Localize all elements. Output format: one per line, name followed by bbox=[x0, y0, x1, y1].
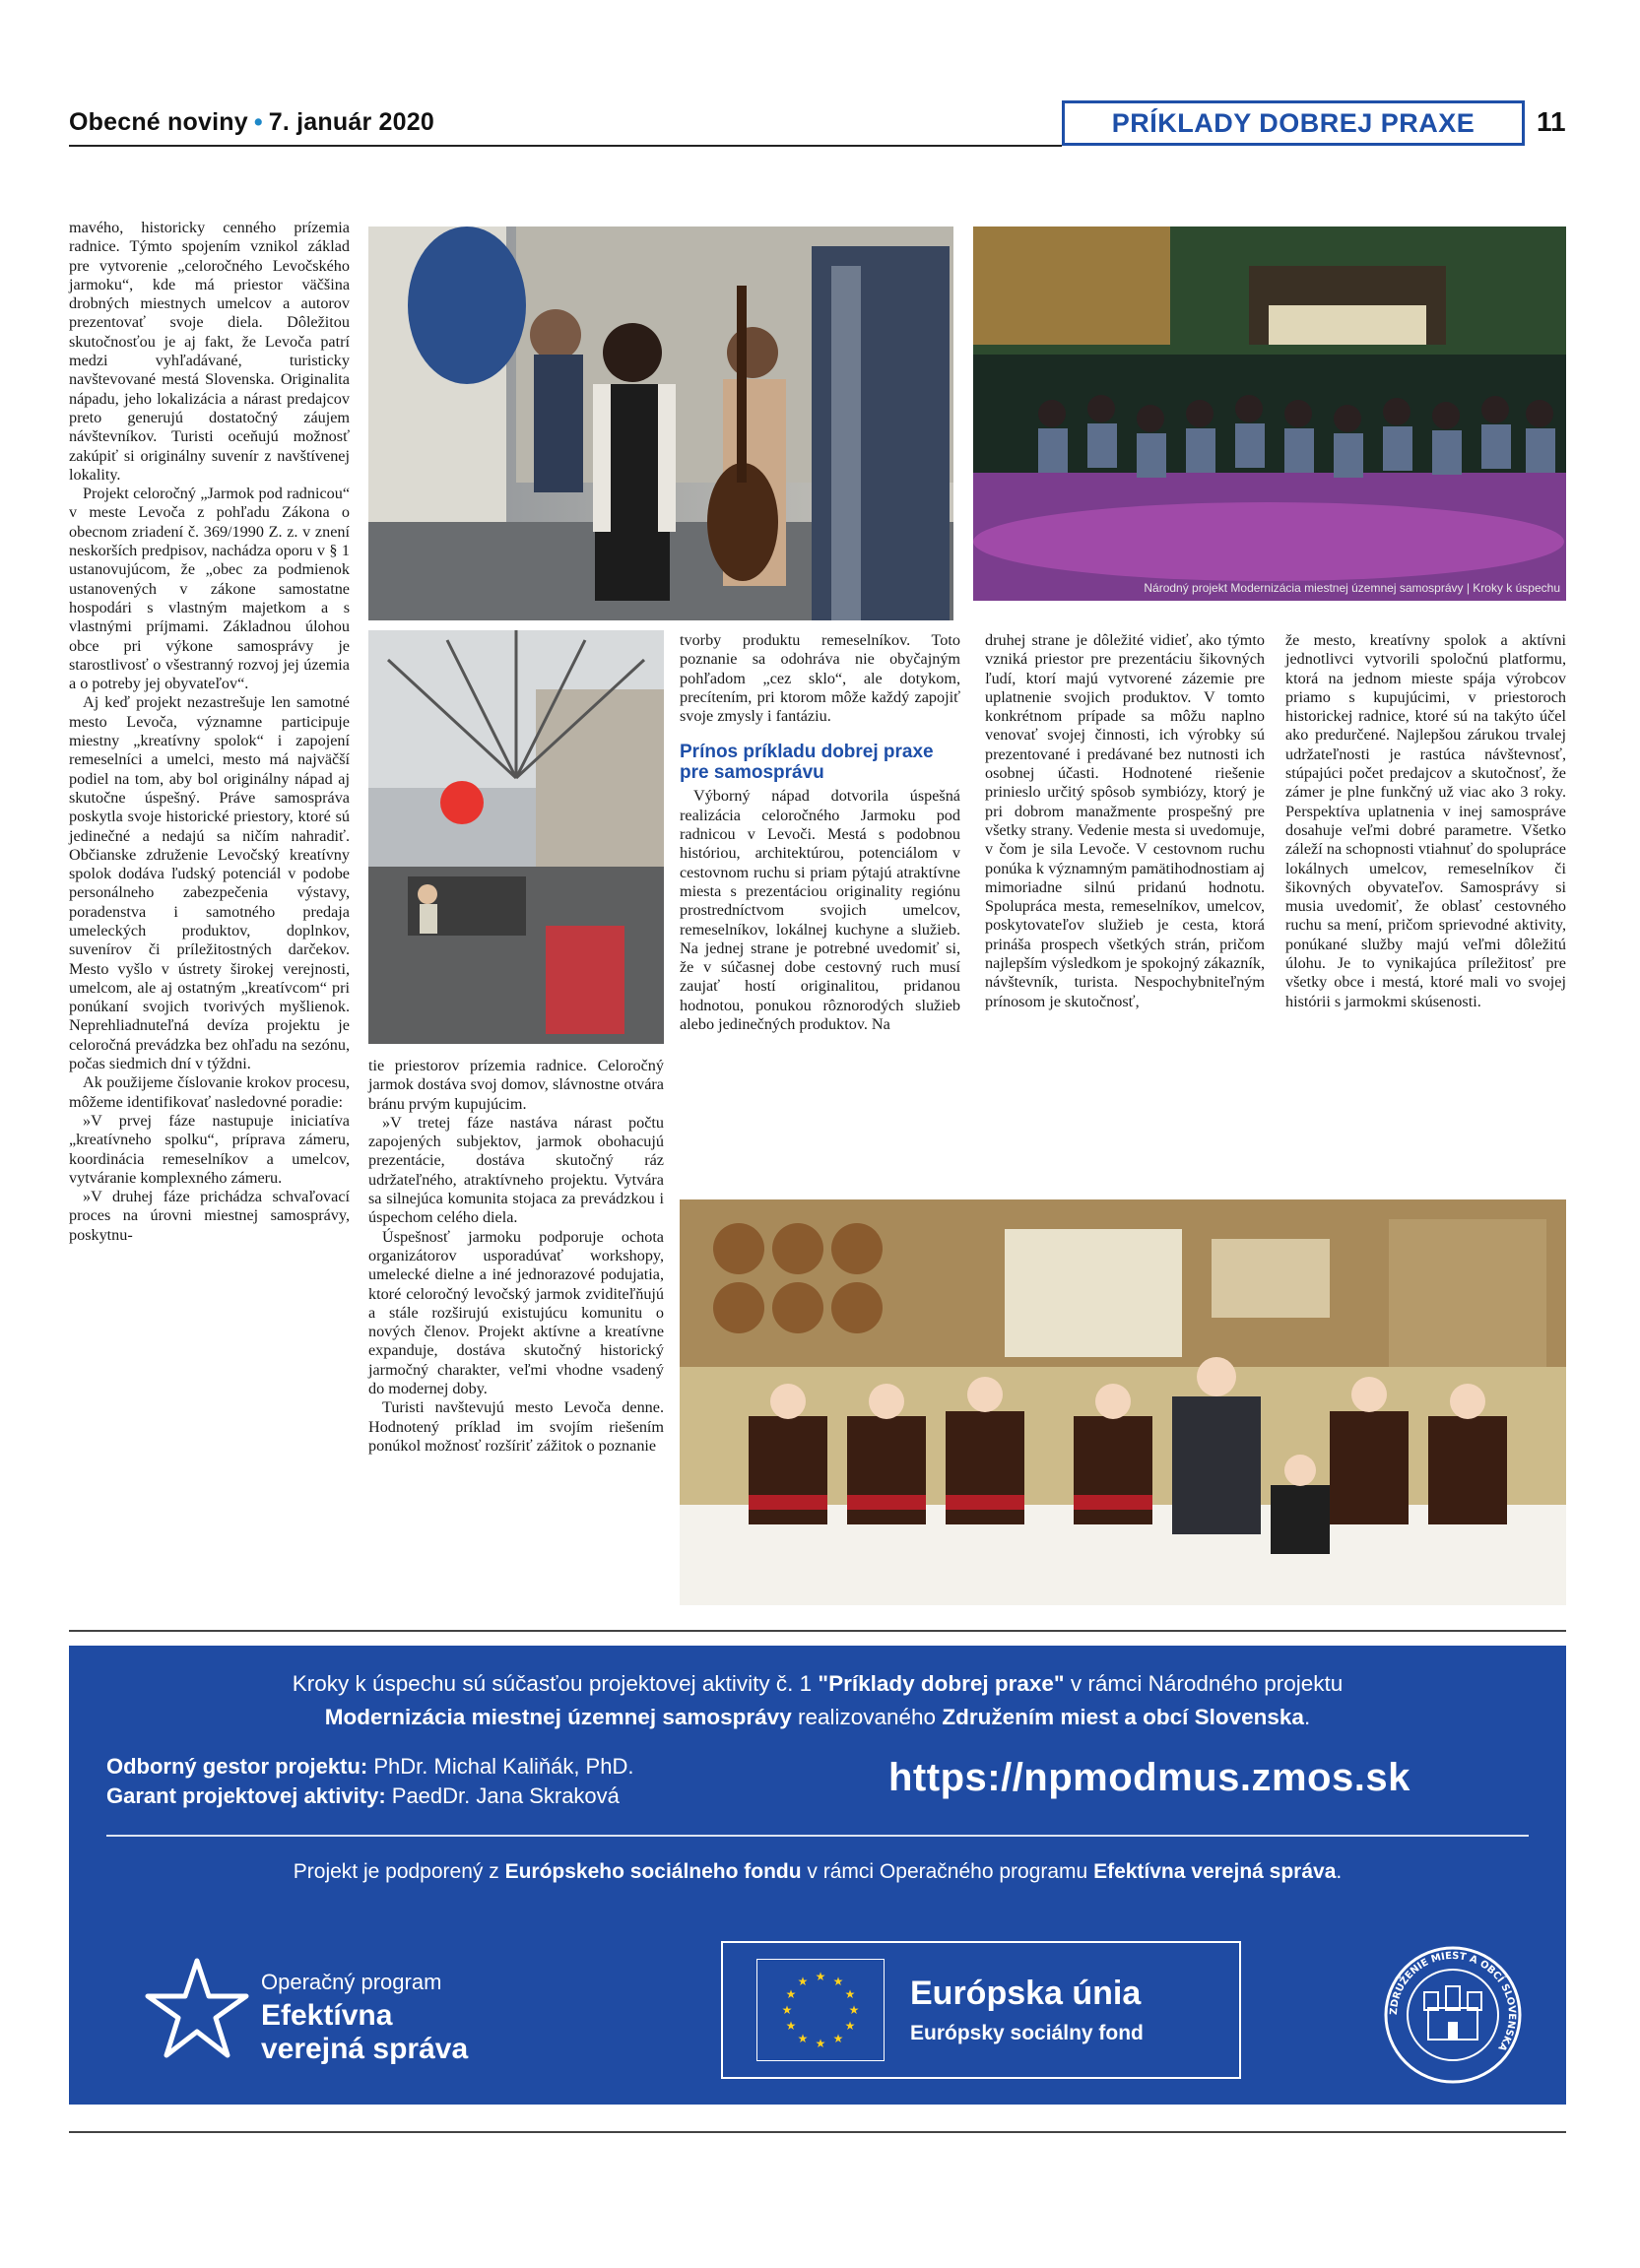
op-big-text: Efektívna bbox=[261, 1999, 393, 2032]
banner-text: . bbox=[1303, 1705, 1311, 1729]
banner-text: v rámci Národného projektu bbox=[1064, 1671, 1344, 1696]
header-separator: • bbox=[253, 108, 263, 136]
banner-text-bold: "Príklady dobrej praxe" bbox=[818, 1671, 1065, 1696]
banner-text: Projekt je podporený z bbox=[293, 1860, 505, 1883]
folk-group-photo bbox=[680, 1199, 1566, 1605]
eu-subtitle: Európsky sociálny fond bbox=[910, 2022, 1144, 2044]
paragraph: mavého, historicky cenného prízemia radnice. Týmto spojením vznikol základ pre vytvorenie „celoročného Levočského jarmoku“, kde má priestor väčšina drobných miestnych umelcov a autorov prezentovať svoje diela. Dôležitou skutočnosťou je aj fakt, že Levoča patrí medzi vyhľadávané, turisticky navštevované mestá Slovenska. Originalita nápadu, jeho lokalizácia a nárast predajcov preto generujú dostatočný záujem návštevníkov. Turisti oceňujú možnosť zakúpiť si originálny suvenír z navštívenej lokality. bbox=[69, 219, 350, 484]
paragraph: tie priestorov prízemia radnice. Celoročný jarmok dostáva svoj domov, slávnostne otvára bránu prvým kupujúcim. bbox=[368, 1057, 664, 1113]
banner-text: v rámci Operačného programu bbox=[801, 1860, 1094, 1883]
paragraph: Úspešnosť jarmoku podporuje ochota organizátorov usporadúvať workshopy, umelecké dielne a iné jednorazové podujatia, ktoré celoročný levočský jarmok zviditeľňujú a stále rozširujú existujúcu komunitu o nových členov. Projekt aktívne a kreatívne expanduje, dostáva skutočný historický jarmočný charakter, veľmi vhodne vsadený do modernej doby. bbox=[368, 1227, 664, 1398]
publication-header bbox=[69, 108, 434, 137]
banner-people bbox=[106, 1752, 633, 1811]
svg-text:★: ★ bbox=[785, 1987, 797, 2001]
eu-flag-icon bbox=[756, 1959, 885, 2061]
article-column-2 bbox=[368, 1057, 664, 1456]
banner-text-bold: Modernizácia miestnej územnej samosprávy bbox=[324, 1705, 792, 1729]
folk-group-illustration bbox=[680, 1199, 1566, 1605]
banner-text: Kroky k úspechu sú súčasťou projektovej aktivity č. 1 bbox=[292, 1671, 819, 1696]
banner-divider bbox=[106, 1835, 1529, 1837]
paragraph: druhej strane je dôležité vidieť, ako týmto vzniká priestor pre prezentáciu šikovných ľudí, ktorí majú vytvorené zázemie pre uplatnenie svojich produktov. V tomto konkrétnom prípade sa môžu naplno venovať svojej činnosti, ich výrobky sú prezentované i predávané bez nutnosti ich osobnej účasti. Hodnotené riešenie prinieslo určitý spôsob symbiózy, ktorý je pri dobrom manažmente prospešný pre všetky strany. Vedenie mesta si uvedomuje, v čom je sila Levoče. V cestovnom ruchu ponúka k významným pamätihodnostiam aj mimoriadne silnú pridanú hodnotu. Spolupráca mesta, remeselníkov, umelcov, poskytovateľov služieb je cesta, ktorá prináša prospech všetkých strán, pričom najlepším výsledkom je spokojný zákazník, návštevník, turista. Nespochybniteľným prínosom je skutočnosť, bbox=[985, 631, 1265, 1010]
op-small-text: Operačný program bbox=[261, 1970, 442, 1994]
zmos-seal-icon bbox=[1379, 1941, 1527, 2089]
svg-text:★: ★ bbox=[844, 2019, 856, 2033]
section-label: PRÍKLADY DOBREJ PRAXE bbox=[1111, 107, 1476, 138]
gestor-label: Odborný gestor projektu: bbox=[106, 1754, 368, 1779]
svg-text:★: ★ bbox=[785, 2019, 797, 2033]
gestor-name: PhDr. Michal Kaliňák, PhD. bbox=[367, 1754, 634, 1779]
svg-text:★: ★ bbox=[815, 2037, 826, 2050]
paragraph: že mesto, kreatívny spolok a aktívni jednotlivci vytvorili spoločnú platformu, ktorá na jednom mieste spája výrobcov priamo s kupujúcimi, v priestoroch historickej radnice, ktoré sú na takýto účel ako predurčené. Najlepšou zárukou trvalej udržateľnosti je rastúca návštevnosť, stúpajúci počet predajcov a skutočnosť, že zámer je plne funkčný už viac ako 3 roky. Perspektíva uplatnenia v inej samospráve dosahuje veľmi dobré parametre. Všetko záleží na schopnosti vtiahnuť do spolupráce lokálnych umelcov, remeselníkov či šikovných obyvateľov. Samosprávy si musia uvedomiť, že oblasť cestovného ruchu sa mení, pričom sprievodné aktivity, ponúkané služby majú veľmi dôležitú úlohu. Je to vynikajúca príležitosť pre všetky obce i mestá, ktoré mali vo svojej histórii s jarmokmi skúsenosti. bbox=[1285, 631, 1566, 1010]
eu-title: Európska únia bbox=[910, 1975, 1142, 2012]
paragraph: »V prvej fáze nastupuje iniciatíva „kreatívneho spolku“, príprava zámeru, koordinácia remeselníkov a umelcov, vytváranie komplexného zámeru. bbox=[69, 1111, 350, 1187]
page-number: 11 bbox=[1537, 106, 1566, 137]
project-banner bbox=[69, 1646, 1566, 2105]
garant-name: PaedDr. Jana Skraková bbox=[385, 1783, 620, 1808]
publication-name: Obecné noviny bbox=[69, 108, 248, 136]
section-label-box bbox=[1062, 100, 1525, 146]
article-column-1 bbox=[69, 219, 350, 1245]
stage-photo bbox=[368, 630, 664, 1044]
crowd-photo bbox=[973, 227, 1566, 601]
crowd-photo-caption: Národný projekt Modernizácia miestnej územnej samosprávy | Kroky k úspechu bbox=[1144, 581, 1560, 595]
subheading: Prínos príkladu dobrej praxe pre samosprávu bbox=[680, 742, 934, 784]
bottom-rule bbox=[69, 2131, 1566, 2133]
musicians-illustration bbox=[368, 227, 953, 620]
project-url-link[interactable]: https://npmodmus.zmos.sk bbox=[888, 1756, 1410, 1799]
banner-intro bbox=[69, 1667, 1566, 1734]
paragraph: Projekt celoročný „Jarmok pod radnicou“ v meste Levoča z pohľadu Zákona o obecnom zriadení č. 369/1990 Z. z. v znení neskorších predpisov, nachádza oporu v § 1 ustanovujúcom, že „obec za podmienok ustanovených v zákone samostatne hospodári s vlastným majetkom a s vlastnými príjmami. Základnou úlohou obce pri výkone samosprávy je starostlivosť o všestranný rozvoj jej územia a o potreby jej obyvateľov“. bbox=[69, 485, 350, 693]
paragraph: »V tretej fáze nastáva nárast počtu zapojených subjektov, jarmok obohacujú prezentácie, dostáva skutočný ráz udržateľného, atraktívneho projektu. Vytvára sa silnejúca komunita stojaca za prevádzkou i úspechom celého diela. bbox=[368, 1113, 664, 1227]
svg-text:★: ★ bbox=[832, 2032, 844, 2045]
banner-text-bold: Efektívna verejná správa bbox=[1093, 1860, 1337, 1883]
issue-date: 7. január 2020 bbox=[268, 108, 434, 136]
paragraph: Turisti navštevujú mesto Levoča denne. Hodnotený príklad im svojím riešením ponúkol možnosť rozšíriť zážitok o poznanie bbox=[368, 1398, 664, 1455]
svg-text:★: ★ bbox=[797, 1975, 809, 1988]
garant-label: Garant projektovej aktivity: bbox=[106, 1783, 386, 1808]
svg-text:★: ★ bbox=[844, 1987, 856, 2001]
banner-text-bold: Európskeho sociálneho fondu bbox=[504, 1860, 802, 1883]
banner-text: . bbox=[1336, 1860, 1343, 1883]
article-column-3 bbox=[680, 631, 960, 1034]
paragraph: Ak použijeme číslovanie krokov procesu, môžeme identifikovať nasledovné poradie: bbox=[69, 1073, 350, 1111]
op-logo-text bbox=[261, 1966, 468, 2066]
svg-text:★: ★ bbox=[848, 2003, 860, 2017]
header-rule bbox=[69, 145, 1062, 147]
article-column-4 bbox=[985, 631, 1265, 1011]
paragraph: »V druhej fáze prichádza schvaľovací proces na úrovni miestnej samosprávy, poskytnu- bbox=[69, 1188, 350, 1244]
svg-text:★: ★ bbox=[815, 1970, 826, 1983]
banner-text: realizovaného bbox=[791, 1705, 943, 1729]
paragraph: tvorby produktu remeselníkov. Toto poznanie sa odohráva nie obyčajným pohľadom „cez sklo“, ale dotykom, precítením, pri ktorom môže každý zapojiť svoje zmysly i fantáziu. bbox=[680, 631, 960, 726]
seal-text: ZDRUŽENIE MIEST A OBCÍ SLOVENSKA bbox=[1388, 1950, 1518, 2053]
svg-text:★: ★ bbox=[781, 2003, 793, 2017]
paragraph: Výborný nápad dotvorila úspešná realizácia celoročného Jarmoku pod radnicou v Levoči. Mestá s podobnou históriou, architektúrou, potenciálom v cestovnom ruchu si priam pýtajú atraktívne miesta s prezentáciou originality regiónu prostredníctvom svojich umelcov, remeselníkov, lokálnej kuchyne a služieb. Na jednej strane je potrebné uvedomiť si, že v súčasnej dobe cestovný ruch musí zaujať hostí originalitou, pridanou hodnotou, ponukou rôznorodých služieb alebo jedinečných produktov. Na bbox=[680, 787, 960, 1034]
svg-text:★: ★ bbox=[797, 2032, 809, 2045]
eu-logo-box bbox=[721, 1941, 1241, 2079]
svg-text:★: ★ bbox=[832, 1975, 844, 1988]
op-big-text: verejná správa bbox=[261, 2033, 469, 2065]
banner-text-bold: Združením miest a obcí Slovenska bbox=[942, 1705, 1304, 1729]
musicians-photo bbox=[368, 227, 953, 620]
crowd-illustration bbox=[973, 227, 1566, 601]
stage-illustration bbox=[368, 630, 664, 1044]
banner-support bbox=[69, 1860, 1566, 1884]
article-column-5 bbox=[1285, 631, 1566, 1011]
paragraph: Aj keď projekt nezastrešuje len samotné mesto Levoča, významne participuje miestny „kreatívny spolok“ i zapojení remeselníci a umelci, mesto má najväčší podiel na tom, aby bol originálny nápad aj skutočne úspešný. Práve samospráva poskytla svoje historické priestory, ktoré sú jedinečné a nedajú sa ničím nahradiť. Občianske združenie Levočský kreatívny spolok dodáva ľudský potenciál v podobe personálneho zabezpečenia výstavy, poradenstva i samotného predaja umeleckých produktov, doplnkov, suvenírov či príležitostných darčekov. Mesto vyšlo v ústrety širokej verejnosti, umelcom, ale aj ostatným „kreatívcom“ pri ponúkaní svojich tvorivých myšlienok. Neprehliadnuteľná devíza projektu je celoročná prevádzka bez ohľadu na sezónu, počas siedmich dní v týždni. bbox=[69, 693, 350, 1073]
op-star-logo-icon bbox=[138, 1953, 256, 2071]
banner-top-rule bbox=[69, 1630, 1566, 1632]
